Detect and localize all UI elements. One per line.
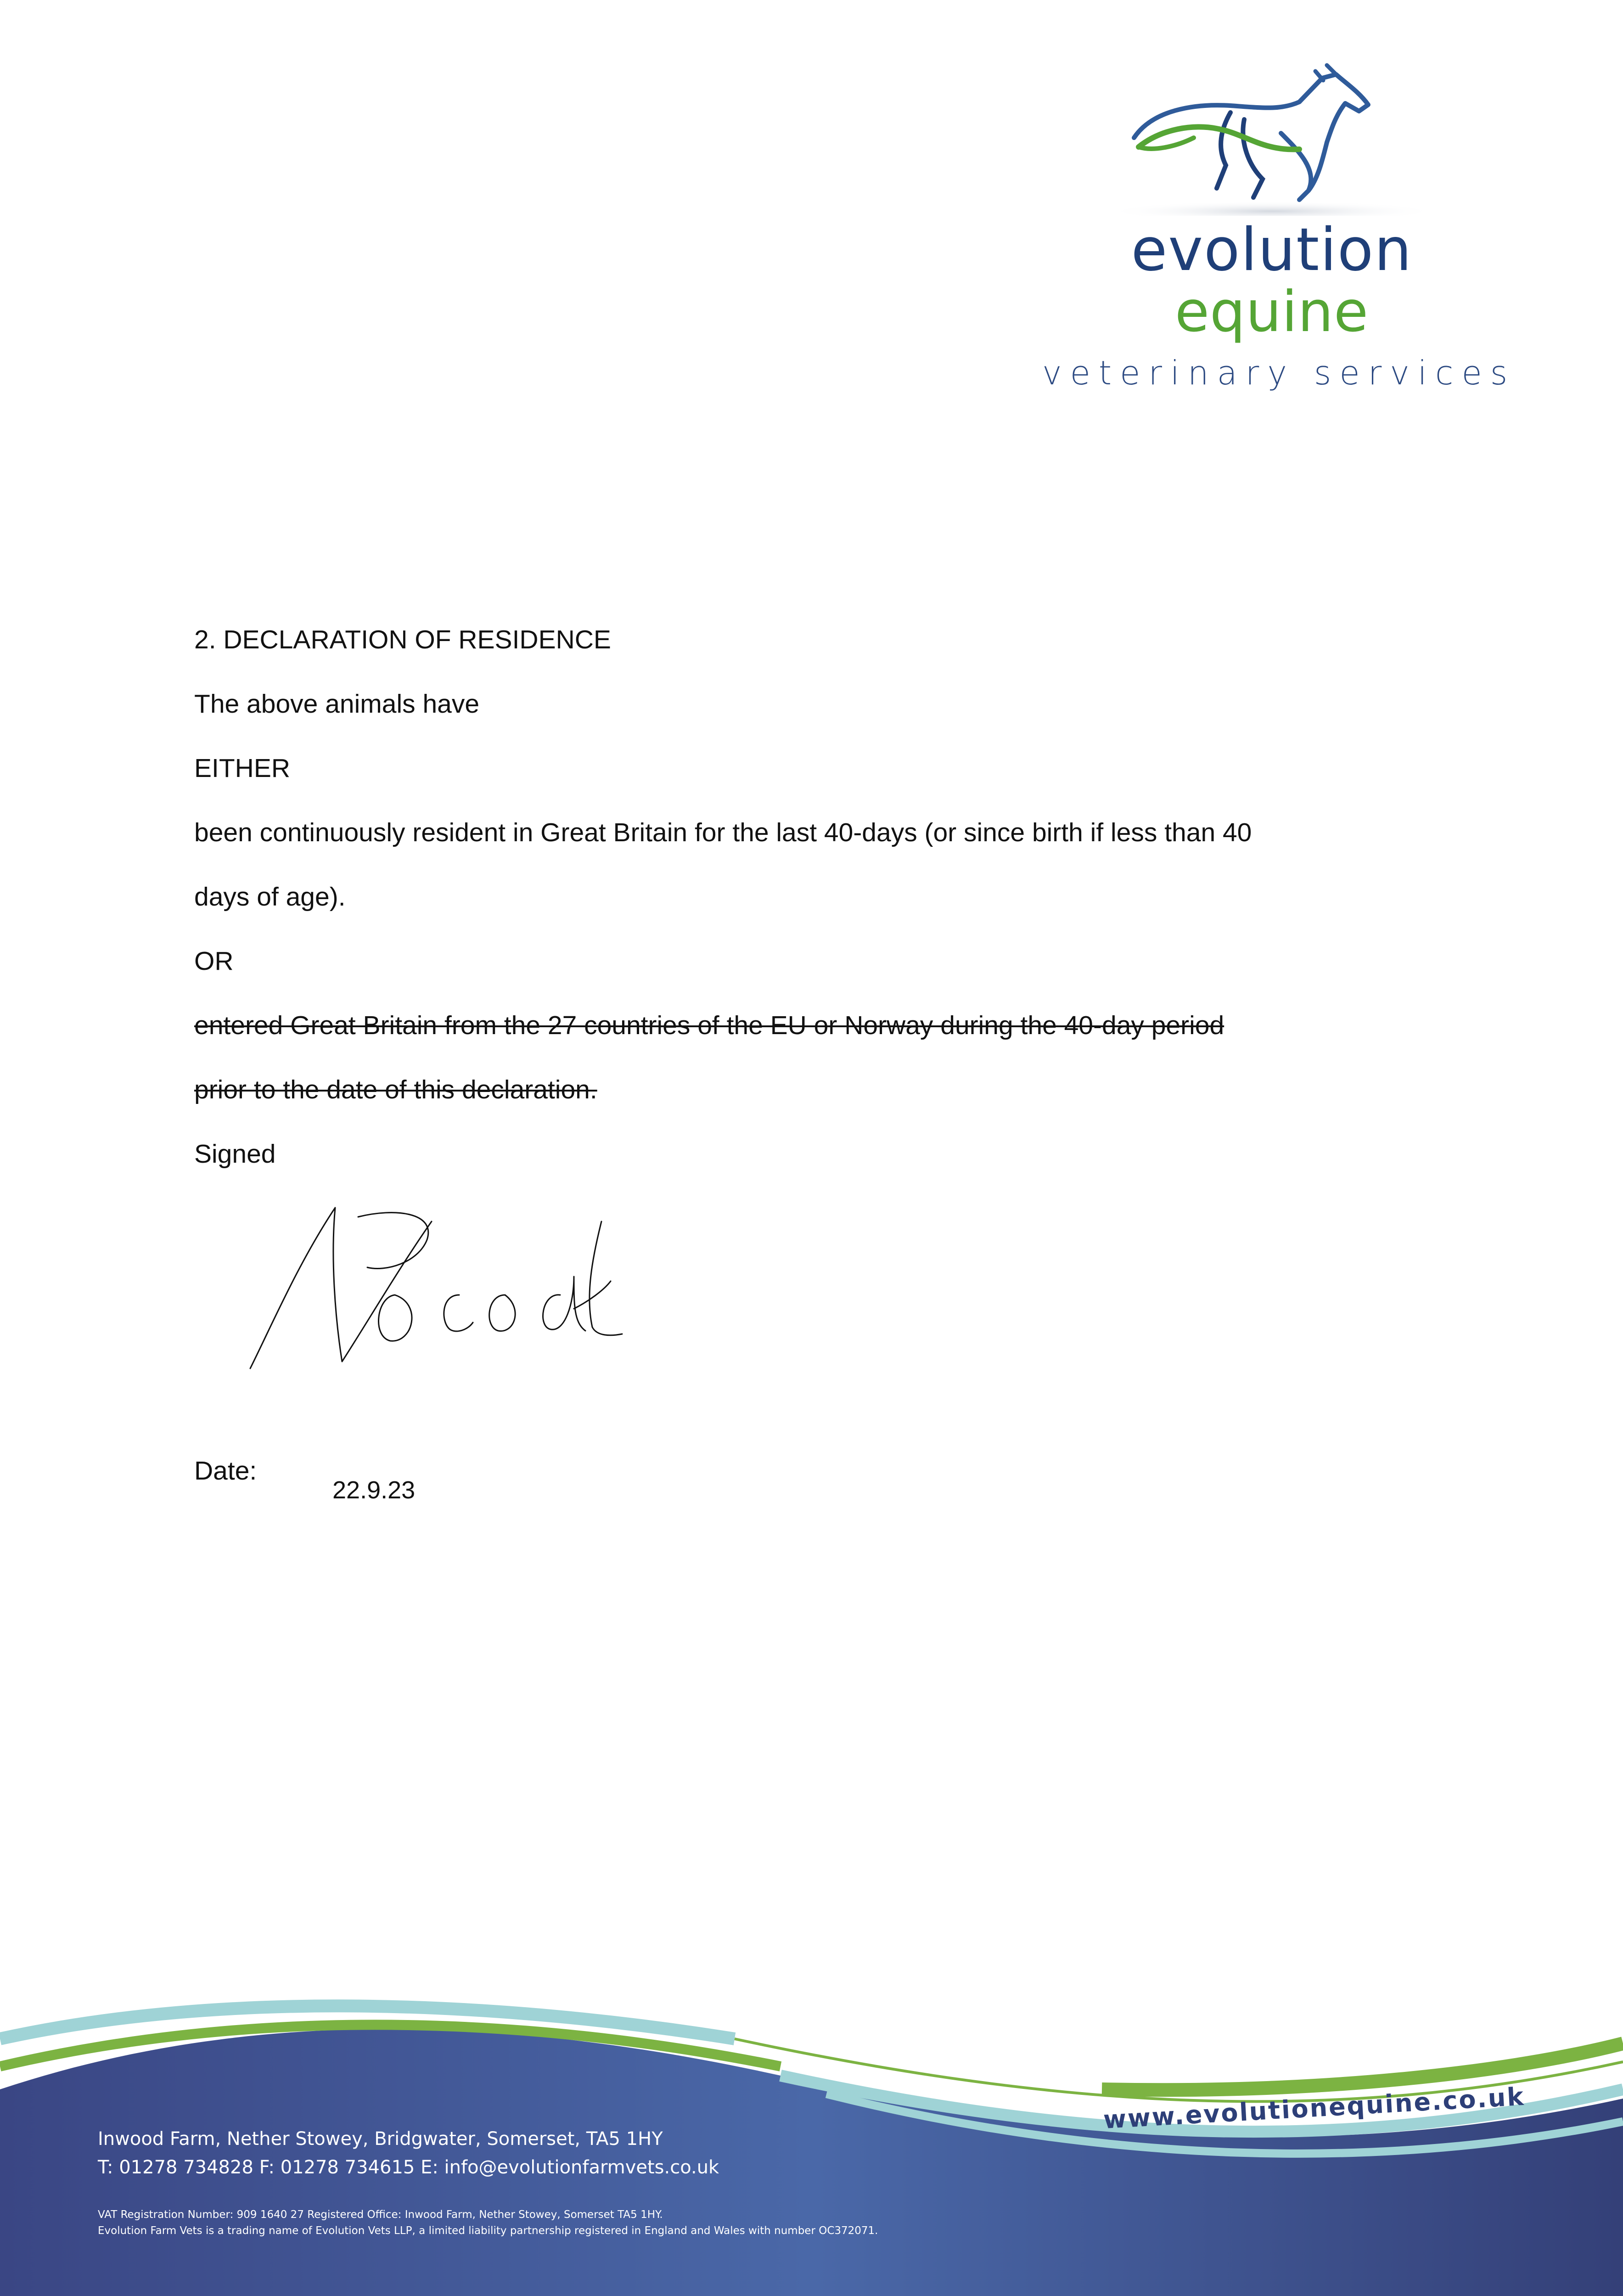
or-label: OR — [194, 946, 234, 976]
company-logo — [1042, 60, 1516, 409]
footer-contact: T: 01278 734828 F: 01278 734615 E: info@evolutionfarmvets.co.uk — [98, 2157, 719, 2178]
option1-line1: been continuously resident in Great Britain for the last 40-days (or since birth if less than 40 — [194, 818, 1252, 847]
declaration-intro: The above animals have — [194, 689, 480, 719]
footer-vat: VAT Registration Number: 909 1640 27 Registered Office: Inwood Farm, Nether Stowey, Somerset TA5 1HY. — [98, 2209, 663, 2221]
horse-icon — [1042, 60, 1501, 216]
option2-line1: entered Great Britain from the 27 countries of the EU or Norway during the 40-day period — [194, 1011, 1224, 1040]
footer-trading: Evolution Farm Vets is a trading name of Evolution Vets LLP, a limited liability partnership registered in England and Wales with number OC372071. — [98, 2225, 878, 2237]
date-label: Date: — [194, 1456, 257, 1486]
signed-label: Signed — [194, 1139, 276, 1169]
brand-tagline: veterinary services — [1042, 354, 1516, 392]
footer-address: Inwood Farm, Nether Stowey, Bridgwater, Somerset, TA5 1HY — [98, 2128, 663, 2150]
signature — [243, 1203, 624, 1378]
declaration-heading: 2. DECLARATION OF RESIDENCE — [194, 625, 611, 654]
either-label: EITHER — [194, 754, 291, 783]
date-value: 22.9.23 — [332, 1476, 416, 1504]
brand-name-line2: equine — [1174, 279, 1369, 344]
option1-line2: days of age). — [194, 882, 346, 912]
website-link[interactable]: www.evolutionequine.co.uk — [1102, 2082, 1526, 2134]
brand-name-line1: evolution — [1131, 216, 1413, 284]
option2-line2: prior to the date of this declaration. — [194, 1075, 597, 1104]
